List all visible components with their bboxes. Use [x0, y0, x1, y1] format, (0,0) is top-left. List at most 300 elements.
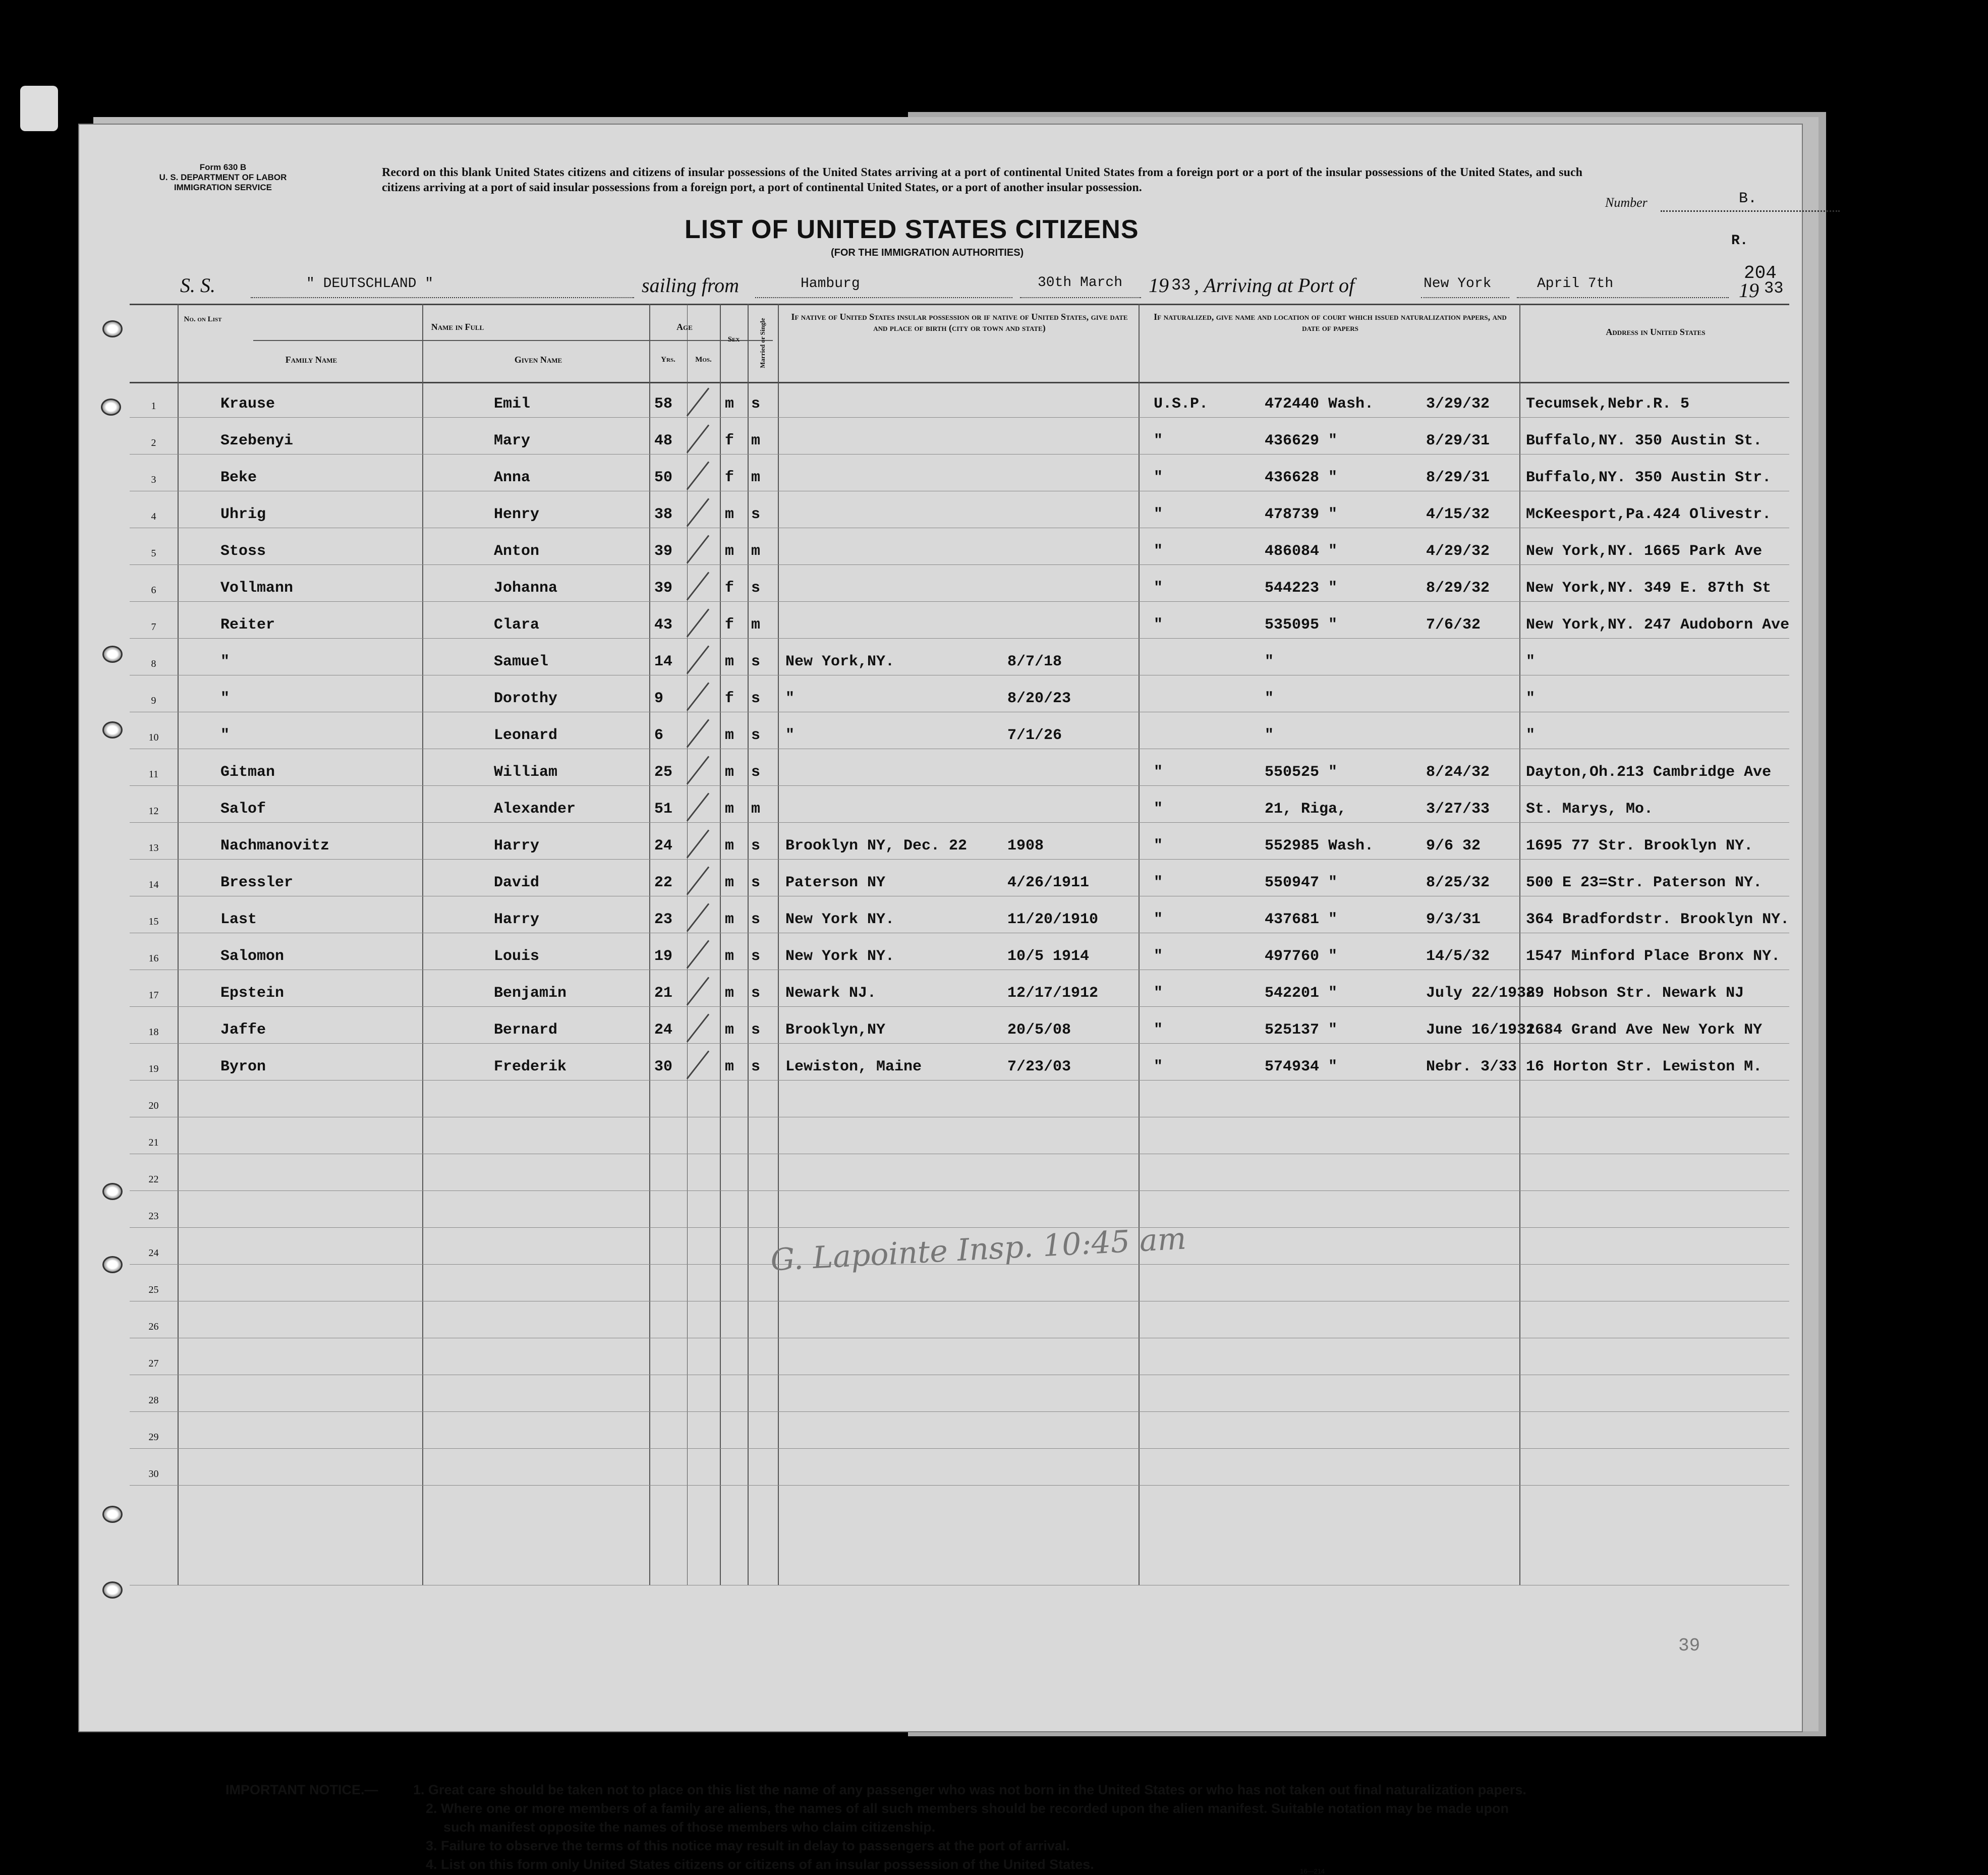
family-name-cell: Nachmanovitz: [220, 837, 330, 855]
print-code: 16—214: [1300, 1867, 1325, 1875]
check-mark: [687, 903, 709, 932]
arrival-year-prefix: 19: [1739, 279, 1759, 302]
header-mos: Mos.: [695, 356, 712, 364]
check-mark: [687, 1013, 709, 1042]
row-rule: [130, 1227, 1789, 1228]
row-number: 18: [148, 1027, 159, 1038]
naturalization-date-cell: July 22/1932: [1426, 985, 1536, 1002]
family-name-cell: ": [220, 727, 230, 744]
number-value: B.: [1739, 190, 1757, 207]
table-top-rule: [130, 304, 1789, 305]
row-rule: [130, 1190, 1789, 1191]
row-number: 5: [151, 548, 156, 559]
age-cell: 25: [654, 764, 673, 781]
birth-date-cell: 12/17/1912: [1007, 985, 1099, 1002]
age-cell: 43: [654, 616, 673, 634]
family-name-cell: Bressler: [220, 874, 294, 891]
number-label: Number: [1605, 195, 1648, 210]
marital-status-cell: m: [751, 432, 761, 449]
header-bottom-rule: [130, 382, 1789, 383]
address-cell: ": [1526, 653, 1536, 670]
row-number: 9: [151, 695, 156, 706]
marital-status-cell: m: [751, 543, 761, 560]
birth-place-cell: New York,NY.: [785, 653, 895, 670]
naturalization-number-cell: 535095 ": [1265, 616, 1338, 634]
birth-date-cell: 11/20/1910: [1007, 911, 1099, 928]
naturalization-number-cell: ": [1265, 653, 1274, 670]
row-number: 14: [148, 879, 159, 890]
birth-place-cell: New York NY.: [785, 911, 895, 928]
notice-item-4: 4. List on this form only United States citizens or citizens of an insular possession of the United States.: [426, 1857, 1094, 1872]
col-divider: [748, 304, 749, 1585]
birth-place-cell: ": [785, 727, 795, 744]
naturalization-court-cell: ": [1154, 911, 1163, 928]
given-name-cell: Anton: [494, 543, 540, 560]
marital-status-cell: s: [751, 874, 761, 891]
given-name-cell: Harry: [494, 911, 540, 928]
row-number: 15: [148, 916, 159, 927]
given-name-cell: Louis: [494, 948, 540, 965]
given-name-cell: David: [494, 874, 540, 891]
sailing-from-label: sailing from: [642, 274, 739, 297]
given-name-cell: William: [494, 764, 558, 781]
header-yrs: Yrs.: [661, 356, 675, 364]
sex-cell: m: [725, 837, 734, 855]
sex-cell: f: [725, 616, 734, 634]
form-subtitle: (FOR THE IMMIGRATION AUTHORITIES): [831, 247, 1024, 258]
header-no-on-list: No. on List: [184, 315, 222, 323]
notice-item-2-cont: such manifest opposite the names of those members who claim citizenship.: [443, 1820, 936, 1835]
sex-cell: m: [725, 395, 734, 413]
r-label: R.: [1731, 233, 1748, 249]
notice-item-1: 1. Great care should be taken not to place on this list the name of any passenger who was not born in the United States or who has not taken out final naturalization papers.: [413, 1782, 1526, 1797]
row-number: 19: [148, 1063, 159, 1074]
marital-status-cell: s: [751, 580, 761, 597]
given-name-cell: Alexander: [494, 801, 576, 818]
ship-name: " DEUTSCHLAND ": [306, 276, 434, 292]
check-mark: [687, 387, 709, 416]
check-mark: [687, 498, 709, 527]
naturalization-number-cell: 542201 ": [1265, 985, 1338, 1002]
row-number: 25: [148, 1284, 159, 1295]
address-cell: 1684 Grand Ave New York NY: [1526, 1021, 1763, 1039]
naturalization-date-cell: 3/27/33: [1426, 801, 1490, 818]
header-address: Address in United States: [1606, 327, 1706, 337]
check-mark: [687, 535, 709, 563]
age-cell: 22: [654, 874, 673, 891]
row-rule: [130, 1043, 1789, 1044]
birth-date-cell: 8/20/23: [1007, 690, 1071, 707]
col-divider: [1519, 304, 1520, 1585]
header-given-name: Given Name: [514, 355, 562, 365]
sex-cell: m: [725, 543, 734, 560]
naturalization-number-cell: ": [1265, 690, 1274, 707]
ss-label: S. S.: [180, 274, 215, 297]
age-cell: 9: [654, 690, 664, 707]
naturalization-date-cell: 8/29/31: [1426, 432, 1490, 449]
row-rule: [130, 785, 1789, 786]
given-name-cell: Samuel: [494, 653, 549, 670]
naturalization-date-cell: 4/29/32: [1426, 543, 1490, 560]
marital-status-cell: s: [751, 1058, 761, 1075]
row-number: 29: [148, 1432, 159, 1443]
row-number: 4: [151, 511, 156, 522]
paper-tab: [20, 86, 58, 131]
binder-hole: [102, 646, 123, 663]
check-mark: [687, 682, 709, 711]
address-cell: McKeesport,Pa.424 Olivestr.: [1526, 506, 1772, 523]
age-cell: 50: [654, 469, 673, 486]
service-name: IMMIGRATION SERVICE: [174, 183, 272, 192]
col-divider: [1139, 304, 1140, 1585]
sex-cell: m: [725, 764, 734, 781]
age-cell: 48: [654, 432, 673, 449]
family-name-cell: Salomon: [220, 948, 285, 965]
row-number: 17: [148, 990, 159, 1001]
address-cell: 364 Bradfordstr. Brooklyn NY.: [1526, 911, 1790, 928]
row-number: 7: [151, 621, 156, 633]
page-number: 204: [1744, 263, 1777, 283]
header-age: Age: [676, 322, 693, 332]
age-cell: 23: [654, 911, 673, 928]
binder-hole: [102, 1256, 123, 1273]
row-number: 21: [148, 1137, 159, 1148]
sex-cell: m: [725, 874, 734, 891]
naturalization-date-cell: 4/15/32: [1426, 506, 1490, 523]
number-line: [1661, 210, 1840, 212]
marital-status-cell: m: [751, 616, 761, 634]
header-naturalized: If naturalized, give name and location of court which issued naturalization papers, and date of papers: [1154, 312, 1507, 333]
birth-place-cell: ": [785, 690, 795, 707]
family-name-cell: Epstein: [220, 985, 285, 1002]
header-sex: Sex: [727, 335, 740, 344]
naturalization-number-cell: 544223 ": [1265, 580, 1338, 597]
port-to: New York: [1424, 276, 1492, 292]
check-mark: [687, 608, 709, 637]
naturalization-court-cell: ": [1154, 948, 1163, 965]
preamble-text: Record on this blank United States citizens and citizens of insular possessions of the United States arriving at a port of continental United States from a foreign port or a port of the insular possessions of the United States, and such citizens arriving at a port of said insular possessions from a foreign port, a port of continental United States, or a port of another insular possession.: [382, 166, 1582, 194]
marital-status-cell: m: [751, 469, 761, 486]
naturalization-date-cell: 8/24/32: [1426, 764, 1490, 781]
naturalization-date-cell: 3/29/32: [1426, 395, 1490, 413]
marital-status-cell: s: [751, 395, 761, 413]
arrival-date: April 7th: [1537, 276, 1614, 292]
row-number: 2: [151, 437, 156, 448]
address-cell: ": [1526, 727, 1536, 744]
naturalization-number-cell: 552985 Wash.: [1265, 837, 1374, 855]
address-cell: 500 E 23=Str. Paterson NY.: [1526, 874, 1763, 891]
header-family-name: Family Name: [285, 355, 337, 365]
given-name-cell: Johanna: [494, 580, 558, 597]
sex-cell: m: [725, 911, 734, 928]
row-rule: [130, 1006, 1789, 1007]
check-mark: [687, 645, 709, 674]
marital-status-cell: s: [751, 1021, 761, 1039]
naturalization-date-cell: 8/25/32: [1426, 874, 1490, 891]
birth-place-cell: Lewiston, Maine: [785, 1058, 922, 1075]
naturalization-court-cell: ": [1154, 985, 1163, 1002]
col-divider: [649, 304, 650, 1585]
birth-date-cell: 4/26/1911: [1007, 874, 1090, 891]
check-mark: [687, 719, 709, 748]
form-title: LIST OF UNITED STATES CITIZENS: [685, 215, 1139, 244]
sex-cell: m: [725, 985, 734, 1002]
age-cell: 14: [654, 653, 673, 670]
birth-date-cell: 1908: [1007, 837, 1044, 855]
ship-underline: [251, 297, 634, 298]
family-name-cell: ": [220, 690, 230, 707]
naturalization-number-cell: ": [1265, 727, 1274, 744]
row-number: 20: [148, 1100, 159, 1111]
age-cell: 39: [654, 580, 673, 597]
marital-status-cell: s: [751, 653, 761, 670]
row-rule: [130, 564, 1789, 565]
row-rule: [130, 1411, 1789, 1412]
row-number: 28: [148, 1395, 159, 1406]
age-cell: 6: [654, 727, 664, 744]
header-birth: If native of United States insular possession or if native of United States, give date and place of birth (city or town and state): [791, 312, 1128, 333]
col-divider: [422, 304, 423, 1585]
marital-status-cell: s: [751, 764, 761, 781]
given-name-cell: Benjamin: [494, 985, 567, 1002]
marital-status-cell: s: [751, 690, 761, 707]
naturalization-court-cell: ": [1154, 469, 1163, 486]
family-name-cell: Last: [220, 911, 257, 928]
family-name-cell: Salof: [220, 801, 266, 818]
sex-cell: m: [725, 506, 734, 523]
row-number: 24: [148, 1247, 159, 1259]
given-name-cell: Frederik: [494, 1058, 567, 1075]
check-mark: [687, 756, 709, 784]
naturalization-court-cell: ": [1154, 801, 1163, 818]
check-mark: [687, 866, 709, 895]
sex-cell: m: [725, 653, 734, 670]
address-cell: 1695 77 Str. Brooklyn NY.: [1526, 837, 1753, 855]
header-married-or-single: Married or Single: [759, 318, 766, 368]
sex-cell: f: [725, 690, 734, 707]
marital-status-cell: s: [751, 837, 761, 855]
check-mark: [687, 572, 709, 600]
naturalization-court-cell: ": [1154, 506, 1163, 523]
family-name-cell: Stoss: [220, 543, 266, 560]
row-number: 11: [148, 769, 159, 780]
birth-date-cell: 8/7/18: [1007, 653, 1062, 670]
page-stamp: 39: [1678, 1635, 1700, 1656]
sex-cell: f: [725, 469, 734, 486]
birth-place-cell: Paterson NY: [785, 874, 886, 891]
family-name-cell: Beke: [220, 469, 257, 486]
given-name-cell: Bernard: [494, 1021, 558, 1039]
naturalization-number-cell: 525137 ": [1265, 1021, 1338, 1039]
naturalization-court-cell: U.S.P.: [1154, 395, 1209, 413]
row-number: 1: [151, 401, 156, 412]
naturalization-number-cell: 472440 Wash.: [1265, 395, 1374, 413]
name-age-subrule: [253, 340, 773, 341]
sex-cell: f: [725, 432, 734, 449]
address-cell: St. Marys, Mo.: [1526, 801, 1654, 818]
naturalization-court-cell: ": [1154, 874, 1163, 891]
check-mark: [687, 792, 709, 821]
notice-item-2: 2. Where one or more members of a family are aliens, the names of all such members should be recorded upon the alien manifest. Suitable notation may be made upon: [426, 1801, 1509, 1816]
binder-hole: [101, 399, 121, 416]
naturalization-date-cell: 8/29/31: [1426, 469, 1490, 486]
arriving-label: , Arriving at Port of: [1194, 274, 1355, 297]
naturalization-number-cell: 21, Riga,: [1265, 801, 1347, 818]
binder-hole: [102, 320, 123, 337]
naturalization-date-cell: 8/29/32: [1426, 580, 1490, 597]
check-mark: [687, 977, 709, 1005]
row-number: 26: [148, 1321, 159, 1332]
age-cell: 24: [654, 837, 673, 855]
address-cell: Buffalo,NY. 350 Austin St.: [1526, 432, 1763, 449]
manifest-table: [130, 304, 1789, 1585]
check-mark: [687, 1050, 709, 1079]
row-number: 8: [151, 658, 156, 669]
arrival-date-underline: [1517, 297, 1729, 298]
row-rule: [130, 1080, 1789, 1081]
age-cell: 19: [654, 948, 673, 965]
given-name-cell: Dorothy: [494, 690, 558, 707]
sex-cell: m: [725, 1021, 734, 1039]
age-cell: 58: [654, 395, 673, 413]
sex-cell: m: [725, 727, 734, 744]
binder-hole: [102, 1183, 123, 1200]
departure-year: 33: [1171, 276, 1191, 295]
naturalization-number-cell: 436629 ": [1265, 432, 1338, 449]
check-mark: [687, 940, 709, 969]
col-divider: [178, 304, 179, 1585]
birth-date-cell: 7/1/26: [1007, 727, 1062, 744]
row-number: 30: [148, 1468, 159, 1480]
row-rule: [130, 1448, 1789, 1449]
arrival-year: 33: [1764, 279, 1784, 298]
given-name-cell: Emil: [494, 395, 531, 413]
marital-status-cell: s: [751, 727, 761, 744]
naturalization-date-cell: 9/6 32: [1426, 837, 1481, 855]
col-divider: [778, 304, 779, 1585]
given-name-cell: Clara: [494, 616, 540, 634]
address-cell: New York,NY. 1665 Park Ave: [1526, 543, 1763, 560]
departure-date: 30th March: [1038, 275, 1123, 291]
marital-status-cell: s: [751, 911, 761, 928]
address-cell: Dayton,Oh.213 Cambridge Ave: [1526, 764, 1772, 781]
marital-status-cell: s: [751, 985, 761, 1002]
binder-hole: [102, 1581, 123, 1599]
notice-lead: IMPORTANT NOTICE.—: [225, 1782, 378, 1797]
family-name-cell: Byron: [220, 1058, 266, 1075]
department-name: U. S. DEPARTMENT OF LABOR: [159, 173, 287, 182]
naturalization-number-cell: 478739 ": [1265, 506, 1338, 523]
given-name-cell: Mary: [494, 432, 531, 449]
birth-place-cell: Newark NJ.: [785, 985, 877, 1002]
sex-cell: f: [725, 580, 734, 597]
birth-place-cell: Brooklyn NY, Dec. 22: [785, 837, 968, 855]
naturalization-court-cell: ": [1154, 543, 1163, 560]
departure-year-prefix: 19: [1149, 274, 1169, 297]
row-rule: [130, 638, 1789, 639]
row-number: 23: [148, 1211, 159, 1222]
naturalization-date-cell: June 16/1932: [1426, 1021, 1536, 1039]
age-cell: 21: [654, 985, 673, 1002]
form-identifier: [152, 162, 294, 193]
inspector-signature: G. Lapointe Insp. 10:45 am: [769, 1221, 1187, 1278]
port-from: Hamburg: [801, 276, 860, 292]
row-number: 10: [148, 732, 159, 743]
address-cell: ": [1526, 690, 1536, 707]
row-rule: [130, 601, 1789, 602]
marital-status-cell: s: [751, 948, 761, 965]
naturalization-number-cell: 436628 ": [1265, 469, 1338, 486]
naturalization-number-cell: 437681 ": [1265, 911, 1338, 928]
naturalization-date-cell: Nebr. 3/33: [1426, 1058, 1517, 1075]
family-name-cell: ": [220, 653, 230, 670]
row-rule: [130, 1485, 1789, 1486]
family-name-cell: Krause: [220, 395, 275, 413]
row-number: 27: [148, 1358, 159, 1369]
sex-cell: m: [725, 801, 734, 818]
port-to-underline: [1421, 297, 1509, 298]
birth-place-cell: Brooklyn,NY: [785, 1021, 886, 1039]
binder-hole: [102, 1506, 123, 1523]
birth-date-cell: 7/23/03: [1007, 1058, 1071, 1075]
address-cell: New York,NY. 247 Audoborn Ave: [1526, 616, 1790, 634]
naturalization-court-cell: ": [1154, 1021, 1163, 1039]
family-name-cell: Szebenyi: [220, 432, 294, 449]
birth-place-cell: New York NY.: [785, 948, 895, 965]
header-name-in-full: Name in Full: [431, 322, 484, 332]
naturalization-court-cell: ": [1154, 764, 1163, 781]
given-name-cell: Harry: [494, 837, 540, 855]
check-mark: [687, 461, 709, 490]
family-name-cell: Jaffe: [220, 1021, 266, 1039]
notice-item-3: 3. Failure to observe the terms of this notice may result in delay to passengers at the port of arrival.: [426, 1838, 1070, 1853]
naturalization-court-cell: ": [1154, 432, 1163, 449]
check-mark: [687, 424, 709, 453]
age-cell: 51: [654, 801, 673, 818]
age-cell: 38: [654, 506, 673, 523]
given-name-cell: Anna: [494, 469, 531, 486]
row-number: 12: [148, 806, 159, 817]
date-underline: [1020, 297, 1141, 298]
address-cell: Buffalo,NY. 350 Austin Str.: [1526, 469, 1772, 486]
naturalization-court-cell: ": [1154, 837, 1163, 855]
row-rule: [130, 859, 1789, 860]
col-divider: [720, 304, 721, 1585]
family-name-cell: Uhrig: [220, 506, 266, 523]
age-cell: 24: [654, 1021, 673, 1039]
binder-hole: [102, 721, 123, 738]
naturalization-court-cell: ": [1154, 580, 1163, 597]
naturalization-number-cell: 497760 ": [1265, 948, 1338, 965]
given-name-cell: Leonard: [494, 727, 558, 744]
address-cell: New York,NY. 349 E. 87th St: [1526, 580, 1772, 597]
row-number: 22: [148, 1174, 159, 1185]
row-number: 13: [148, 842, 159, 854]
row-number: 6: [151, 585, 156, 596]
marital-status-cell: m: [751, 801, 761, 818]
naturalization-court-cell: ": [1154, 616, 1163, 634]
naturalization-number-cell: 550525 ": [1265, 764, 1338, 781]
naturalization-date-cell: 14/5/32: [1426, 948, 1490, 965]
birth-date-cell: 20/5/08: [1007, 1021, 1071, 1039]
address-cell: 89 Hobson Str. Newark NJ: [1526, 985, 1744, 1002]
given-name-cell: Henry: [494, 506, 540, 523]
family-name-cell: Reiter: [220, 616, 275, 634]
age-cell: 30: [654, 1058, 673, 1075]
naturalization-number-cell: 486084 ": [1265, 543, 1338, 560]
sex-cell: m: [725, 948, 734, 965]
naturalization-number-cell: 550947 ": [1265, 874, 1338, 891]
